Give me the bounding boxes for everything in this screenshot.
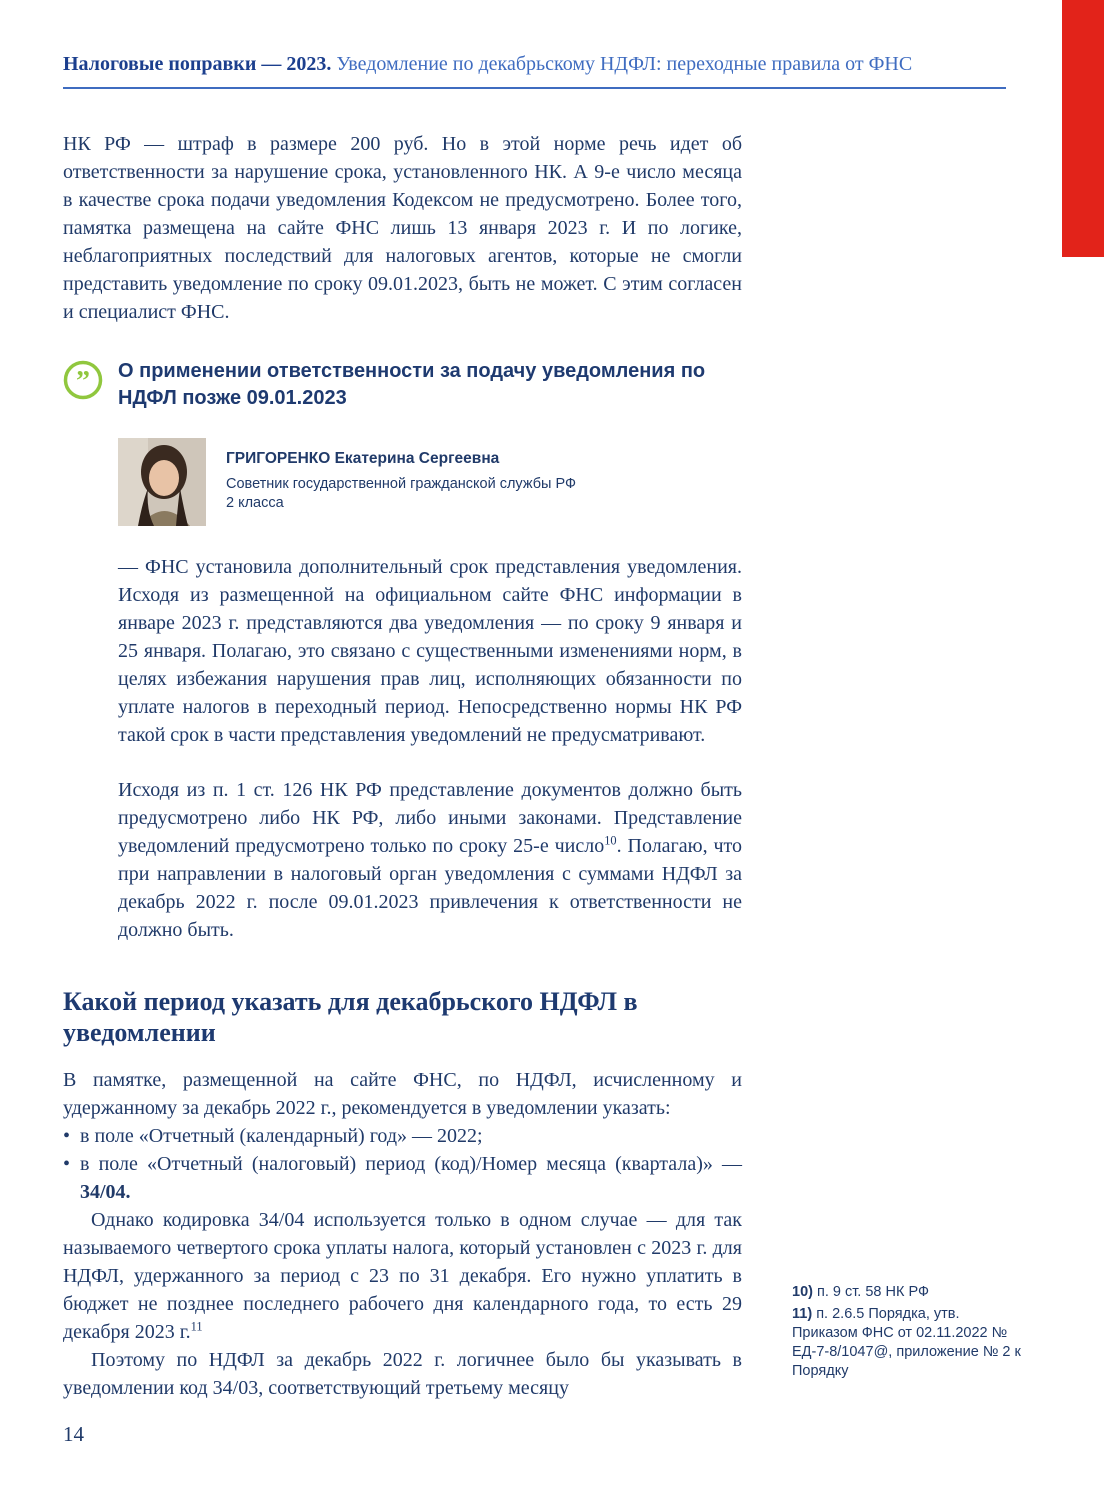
author-title-line1: Советник государственной гражданской службы РФ (226, 476, 576, 492)
quote-paragraph-2 (118, 776, 742, 944)
list-item-text: в поле «Отчетный (налоговый) период (код)/Номер месяца (квартала)» — (80, 1153, 742, 1175)
page-header (63, 52, 1006, 89)
author-name: ГРИГОРЕНКО Екатерина Сергеевна (226, 450, 500, 467)
author-meta (226, 438, 576, 513)
section-heading: Какой период указать для декабрьского НДФЛ в уведомлении (63, 987, 638, 1047)
body-paragraph-1-text: Однако кодировка 34/04 используется только в одном случае — для так называемого четвертого срока уплаты налога, который установлен с 2023 г. для НДФЛ, удержанного за период с 23 по 31 декабря. Его нужно уплатить в бюджет не позднее последнего рабочего дня календарного года, то есть 29 декабря 2023 г. (63, 1209, 742, 1343)
list-item (63, 1150, 742, 1206)
expert-quote-block (63, 358, 742, 944)
svg-text:”: ” (76, 366, 90, 397)
intro-paragraph: НК РФ — штраф в размере 200 руб. Но в этой норме речь идет об ответственности за нарушение срока, установленного НК. А 9-е число месяца в качестве срока подачи уведомления Кодексом не предусмотрено. Более того, памятка размещена на сайте ФНС лишь 13 января 2023 г. И по логике, неблагоприятных последствий для налоговых агентов, которые не смогли представить уведомление по сроку 09.01.2023, быть не может. С этим согласен и специалист ФНС. (63, 133, 742, 323)
author-photo (118, 438, 206, 526)
footnote-10 (792, 1283, 1026, 1302)
sidebar-footnotes (792, 1283, 1026, 1384)
rubric-line (63, 52, 1006, 76)
main-text-column (63, 130, 742, 1402)
list-item-text: в поле «Отчетный (календарный) год» — 2022; (80, 1125, 483, 1147)
footnote-marker: 10) (792, 1284, 813, 1300)
body-paragraph-1 (63, 1206, 742, 1346)
page-number: 14 (63, 1422, 84, 1446)
footnote-ref-11: 11 (190, 1319, 203, 1334)
rubric-title: Налоговые поправки — 2023. (63, 53, 332, 75)
page-edge-red-tab (1062, 0, 1104, 257)
footnote-marker: 11) (792, 1306, 813, 1322)
recommendation-list (63, 1122, 742, 1206)
footnote-11 (792, 1305, 1026, 1381)
author-title-line2: 2 класса (226, 495, 284, 511)
section-lead-paragraph: В памятке, размещенной на сайте ФНС, по НДФЛ, исчисленному и удержанному за декабрь 2022 г., рекомендуется в уведомлении указать: (63, 1069, 742, 1119)
quote-icon (63, 360, 103, 400)
author-block (118, 438, 742, 526)
list-item-bold-code: 34/04. (80, 1181, 131, 1203)
quote-heading: О применении ответственности за подачу уведомления по НДФЛ позже 09.01.2023 (118, 360, 706, 409)
list-item (63, 1122, 742, 1150)
rubric-subtitle: Уведомление по декабрьскому НДФЛ: переходные правила от ФНС (331, 53, 913, 75)
header-rule (63, 87, 1006, 89)
footnote-text: п. 2.6.5 Порядка, утв. Приказом ФНС от 02.11.2022 № ЕД-7-8/1047@, приложение № 2 к Порядку (792, 1306, 1021, 1379)
body-paragraph-2: Поэтому по НДФЛ за декабрь 2022 г. логичнее было бы указывать в уведомлении код 34/03, соответствующий третьему месяцу (63, 1349, 742, 1399)
quote-paragraph-1: — ФНС установила дополнительный срок представления уведомления. Исходя из размещенной на официальном сайте ФНС информации в январе 2023 г. представляются два уведомления — по сроку 9 января и 25 января. Полагаю, это связано с существенными изменениями норм, в целях избежания нарушения прав лиц, исполняющих обязанности по уплате налогов в переходный период. Непосредственно нормы НК РФ такой срок в части представления уведомлений не предусматривают. (118, 556, 742, 746)
footnote-text: п. 9 ст. 58 НК РФ (812, 1284, 929, 1300)
footnote-ref-10: 10 (604, 833, 617, 848)
quote-paragraph-2-text: Исходя из п. 1 ст. 126 НК РФ представление документов должно быть предусмотрено либо НК РФ, либо иными законами. Представление уведомлений предусмотрено только по сроку 25-е число (118, 779, 742, 857)
quote-paragraph-2-tail: . Полагаю, что при направлении в налоговый орган уведомления с суммами НДФЛ за декабрь 2022 г. после 09.01.2023 привлечения к ответственности не должно быть. (118, 835, 743, 941)
